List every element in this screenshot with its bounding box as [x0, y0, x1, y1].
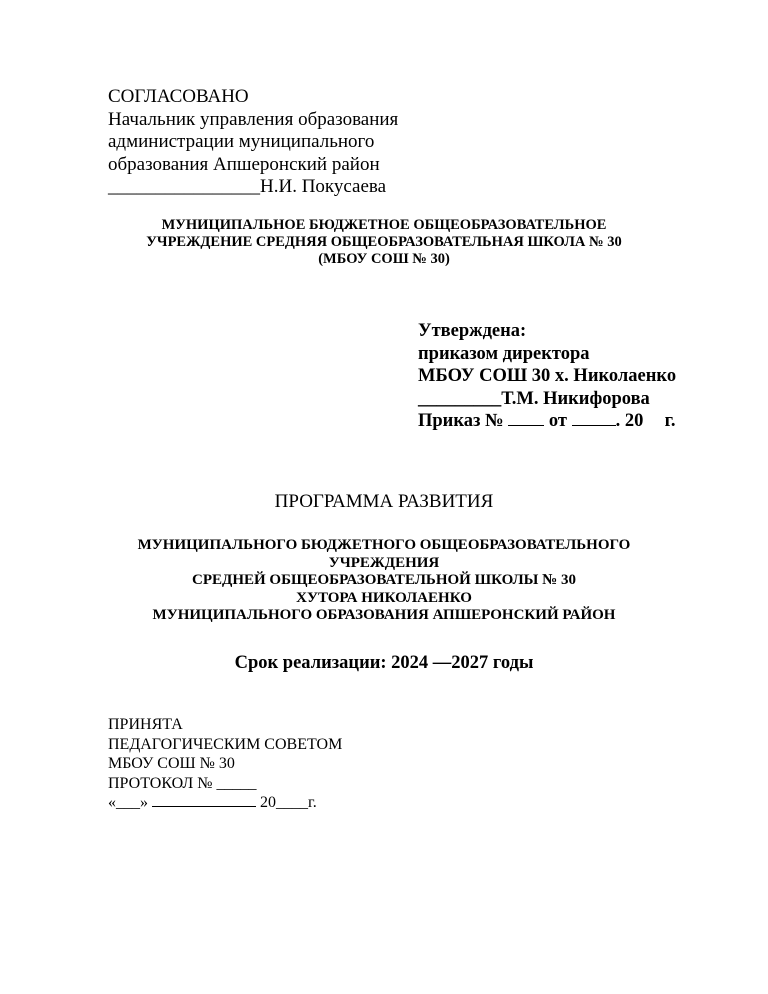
- organization-header: [0, 217, 768, 268]
- org-name-line1: МУНИЦИПАЛЬНОЕ БЮДЖЕТНОЕ ОБЩЕОБРАЗОВАТЕЛЬНОЕ: [161, 217, 607, 233]
- program-sub-line5: МУНИЦИПАЛЬНОГО ОБРАЗОВАНИЯ АПШЕРОНСКИЙ РАЙОН: [152, 607, 616, 624]
- accepted-heading: ПРИНЯТА: [108, 716, 183, 733]
- program-title: ПРОГРАММА РАЗВИТИЯ: [274, 491, 494, 512]
- approved-by-order: приказом директора: [418, 343, 590, 364]
- approved-block: [418, 320, 676, 433]
- date-day: «___»: [108, 794, 148, 811]
- program-sub-line1: МУНИЦИПАЛЬНОГО БЮДЖЕТНОГО ОБЩЕОБРАЗОВАТЕЛЬНОГО: [137, 537, 631, 553]
- program-sub-line3: СРЕДНЕЙ ОБЩЕОБРАЗОВАТЕЛЬНОЙ ШКОЛЫ № 30: [192, 572, 576, 589]
- accepted-date: [108, 793, 342, 813]
- order-prefix: Приказ №: [418, 411, 504, 431]
- approval-signature: ________________Н.И. Покусаева: [108, 176, 387, 197]
- accepted-protocol: ПРОТОКОЛ № _____: [108, 774, 257, 792]
- approval-position: Начальник управления образования: [108, 108, 399, 130]
- implementation-term: Срок реализации: 2024 —2027 годы: [234, 653, 534, 673]
- date-year: 20: [260, 794, 276, 811]
- accepted-school: МБОУ СОШ № 30: [108, 755, 235, 772]
- approval-position-cont: администрации муниципального: [108, 131, 375, 152]
- org-name-line2: УЧРЕЖДЕНИЕ СРЕДНЯЯ ОБЩЕОБРАЗОВАТЕЛЬНАЯ ШКОЛА № 30: [146, 234, 622, 250]
- order-number-blank: [508, 424, 544, 426]
- program-sub-line2: УЧРЕЖДЕНИЯ: [328, 554, 440, 571]
- order-date-blank: [572, 424, 616, 426]
- date-suffix: г.: [308, 794, 317, 811]
- approval-block: [108, 86, 398, 199]
- date-month-blank: [152, 805, 256, 807]
- order-line: [418, 410, 676, 433]
- approval-district: образования Апшеронский район: [108, 153, 380, 175]
- accepted-block: [108, 715, 342, 813]
- program-subtitle: [0, 537, 768, 625]
- approved-heading: Утверждена:: [418, 321, 527, 341]
- date-year-blank: ____: [276, 794, 308, 811]
- accepted-council: ПЕДАГОГИЧЕСКИМ СОВЕТОМ: [108, 735, 343, 753]
- org-abbreviation: (МБОУ СОШ № 30): [318, 251, 450, 267]
- order-year: . 20: [615, 411, 644, 431]
- approved-school: МБОУ СОШ 30 х. Николаенко: [418, 366, 677, 386]
- approval-heading: СОГЛАСОВАНО: [108, 86, 249, 107]
- order-suffix: г.: [664, 411, 676, 431]
- order-from: от: [548, 411, 567, 431]
- approved-signature: _________Т.М. Никифорова: [418, 388, 650, 409]
- program-sub-line4: ХУТОРА НИКОЛАЕНКО: [296, 589, 472, 606]
